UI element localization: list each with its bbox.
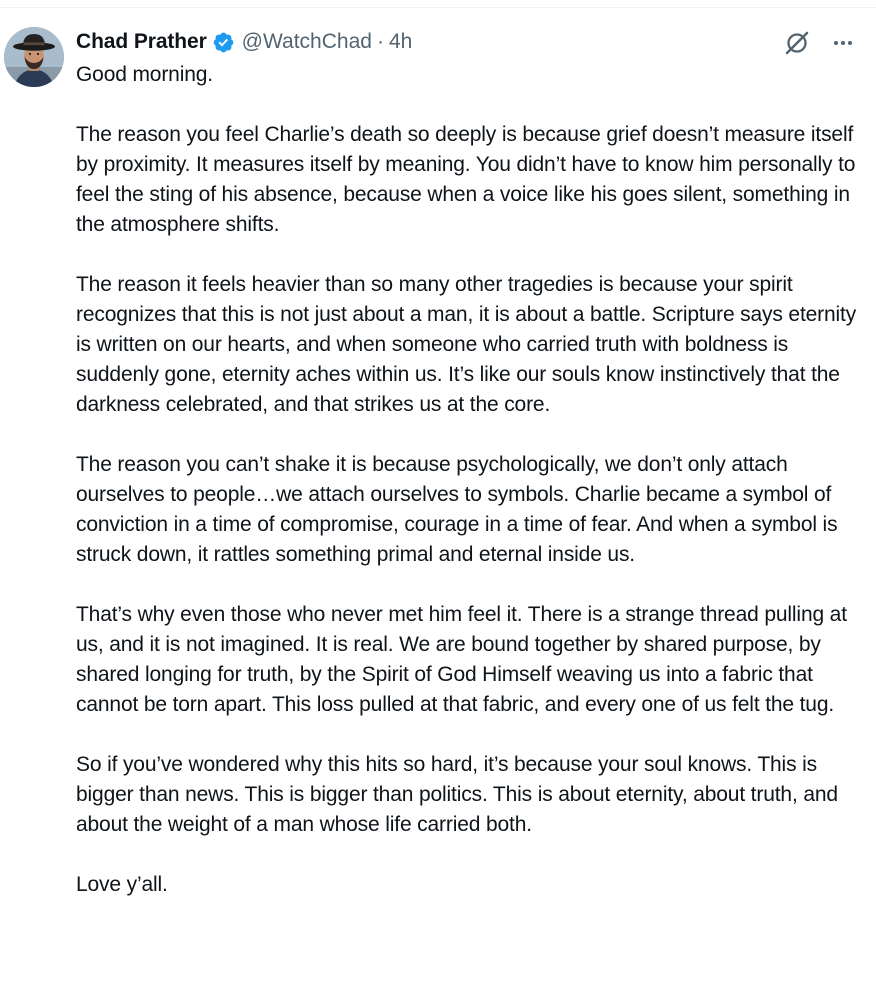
tweet-paragraph: The reason you can’t shake it is because psychologically, we don’t only attach ourselves to people…we attach ourselves to symbols. Charlie became a symbol of conviction in a time of compromise, courage in a time of fear. And when a symbol is struck down, it rattles something primal and eternal inside us. [76,453,838,566]
tweet-text [76,60,866,900]
tweet-paragraph: Good morning. [76,63,213,86]
tweet-actions [784,28,854,58]
author-handle[interactable]: @WatchChad [241,30,372,53]
verified-badge-icon[interactable] [212,31,235,54]
author-name[interactable]: Chad Prather [76,30,207,53]
tweet-header [76,27,412,57]
more-icon[interactable] [832,32,854,54]
tweet-paragraph: The reason you feel Charlie’s death so deeply is because grief doesn’t measure itself by proximity. It measures itself by meaning. You didn’t have to know him personally to feel the sting of his absence, because when a voice like his goes silent, something in the atmosphere shifts. [76,123,856,236]
grok-icon[interactable] [784,30,810,56]
tweet-timestamp[interactable]: 4h [388,30,413,53]
avatar[interactable] [4,27,64,87]
tweet-paragraph: Love y’all. [76,873,168,896]
tweet-paragraph: That’s why even those who never met him feel it. There is a strange thread pulling at us, and it is not imagined. It is real. We are bound together by shared purpose, by shared longing for truth, by the Spirit of God Himself weaving us into a fabric that cannot be torn apart. This loss pulled at that fabric, and every one of us felt the tug. [76,603,847,716]
header-separator: · [376,30,384,53]
tweet-paragraph: So if you’ve wondered why this hits so hard, it’s because your soul knows. This is bigger than news. This is bigger than politics. This is about eternity, about truth, and about the weight of a man whose life carried both. [76,753,838,836]
tweet-paragraph: The reason it feels heavier than so many other tragedies is because your spirit recognizes that this is not just about a man, it is about a battle. Scripture says eternity is written on our hearts, and when someone who carried truth with boldness is suddenly gone, eternity aches within us. It’s like our souls know instinctively that the darkness celebrated, and that strikes us at the core. [76,273,857,416]
